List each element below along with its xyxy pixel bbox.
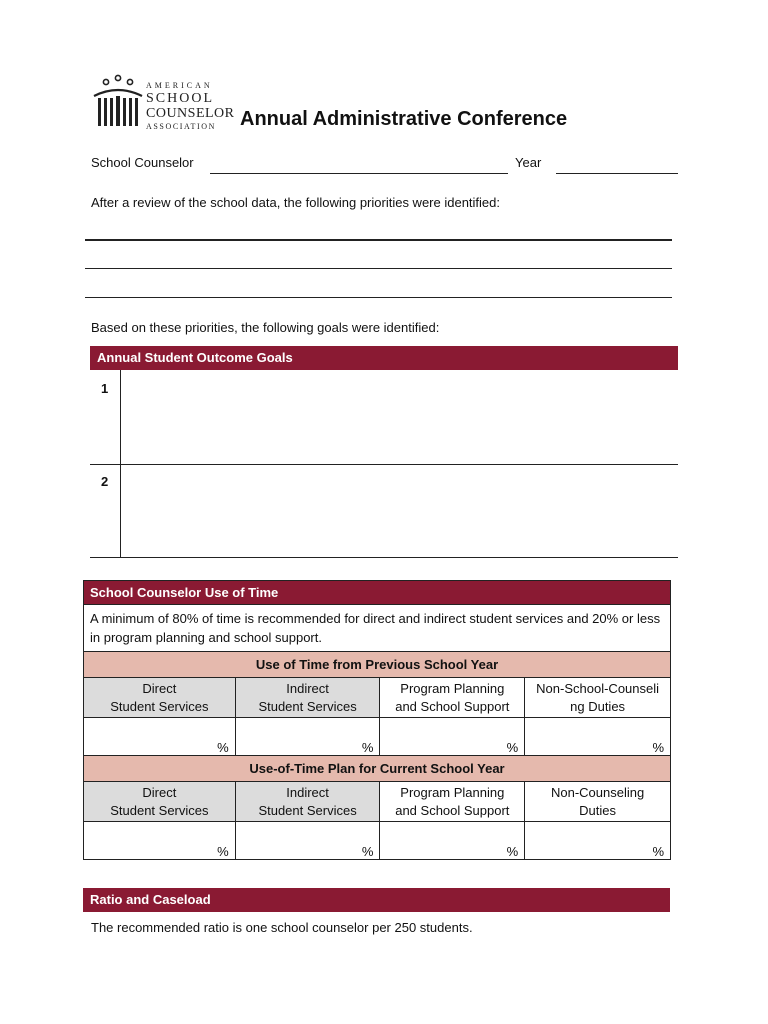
prev-col-indirect: Indirect Student Services [235,678,380,718]
ratio-header: Ratio and Caseload [83,888,670,912]
goals-table-bottom [90,557,678,558]
goals-table-header: Annual Student Outcome Goals [90,346,678,370]
curr-indirect-percent[interactable]: % [235,822,380,860]
counselor-field[interactable] [210,173,508,174]
page-title: Annual Administrative Conference [240,108,568,130]
previous-year-title: Use of Time from Previous School Year [84,652,671,678]
logo-line-counselor: COUNSELOR [146,106,235,121]
prev-col-non-counseling: Non-School-Counseli ng Duties [525,678,671,718]
goal-number-2: 2 [101,474,109,489]
priority-line-3[interactable] [85,297,672,298]
year-field[interactable] [556,173,678,174]
priority-line-1[interactable] [85,239,672,241]
use-of-time-header: School Counselor Use of Time [84,581,671,605]
goal-number-1: 1 [101,381,109,396]
curr-col-direct: Direct Student Services [84,782,236,822]
logo-line-american: AMERICAN [146,81,213,90]
curr-program-percent[interactable]: % [380,822,525,860]
asca-logo [92,74,235,131]
curr-direct-percent[interactable]: % [84,822,236,860]
prev-direct-percent[interactable]: % [84,718,236,756]
prev-program-percent[interactable]: % [380,718,525,756]
logo-line-school: SCHOOL [146,91,215,106]
goal-row-divider [90,464,678,465]
priority-line-2[interactable] [85,268,672,269]
current-year-title: Use-of-Time Plan for Current School Year [84,756,671,782]
prev-col-direct: Direct Student Services [84,678,236,718]
curr-col-indirect: Indirect Student Services [235,782,380,822]
curr-col-non-counseling: Non-Counseling Duties [525,782,671,822]
counselor-label: School Counselor [91,155,194,170]
prev-non-counseling-percent[interactable]: % [525,718,671,756]
goals-text: Based on these priorities, the following goals were identified: [91,320,440,335]
prev-col-program: Program Planning and School Support [380,678,525,718]
logo-line-association: ASSOCIATION [146,122,217,131]
ratio-text: The recommended ratio is one school counselor per 250 students. [91,920,473,935]
use-of-time-table [83,580,671,860]
logo-wordmark [146,82,235,131]
prev-indirect-percent[interactable]: % [235,718,380,756]
goal-input-1[interactable] [121,371,677,463]
goal-input-2[interactable] [121,466,677,556]
asca-emblem-icon [92,74,144,130]
year-label: Year [515,155,542,170]
priorities-text: After a review of the school data, the following priorities were identified: [91,195,500,210]
curr-non-counseling-percent[interactable]: % [525,822,671,860]
use-of-time-note: A minimum of 80% of time is recommended for direct and indirect student services and 20% or less in program planning and school support. [84,605,671,652]
curr-col-program: Program Planning and School Support [380,782,525,822]
